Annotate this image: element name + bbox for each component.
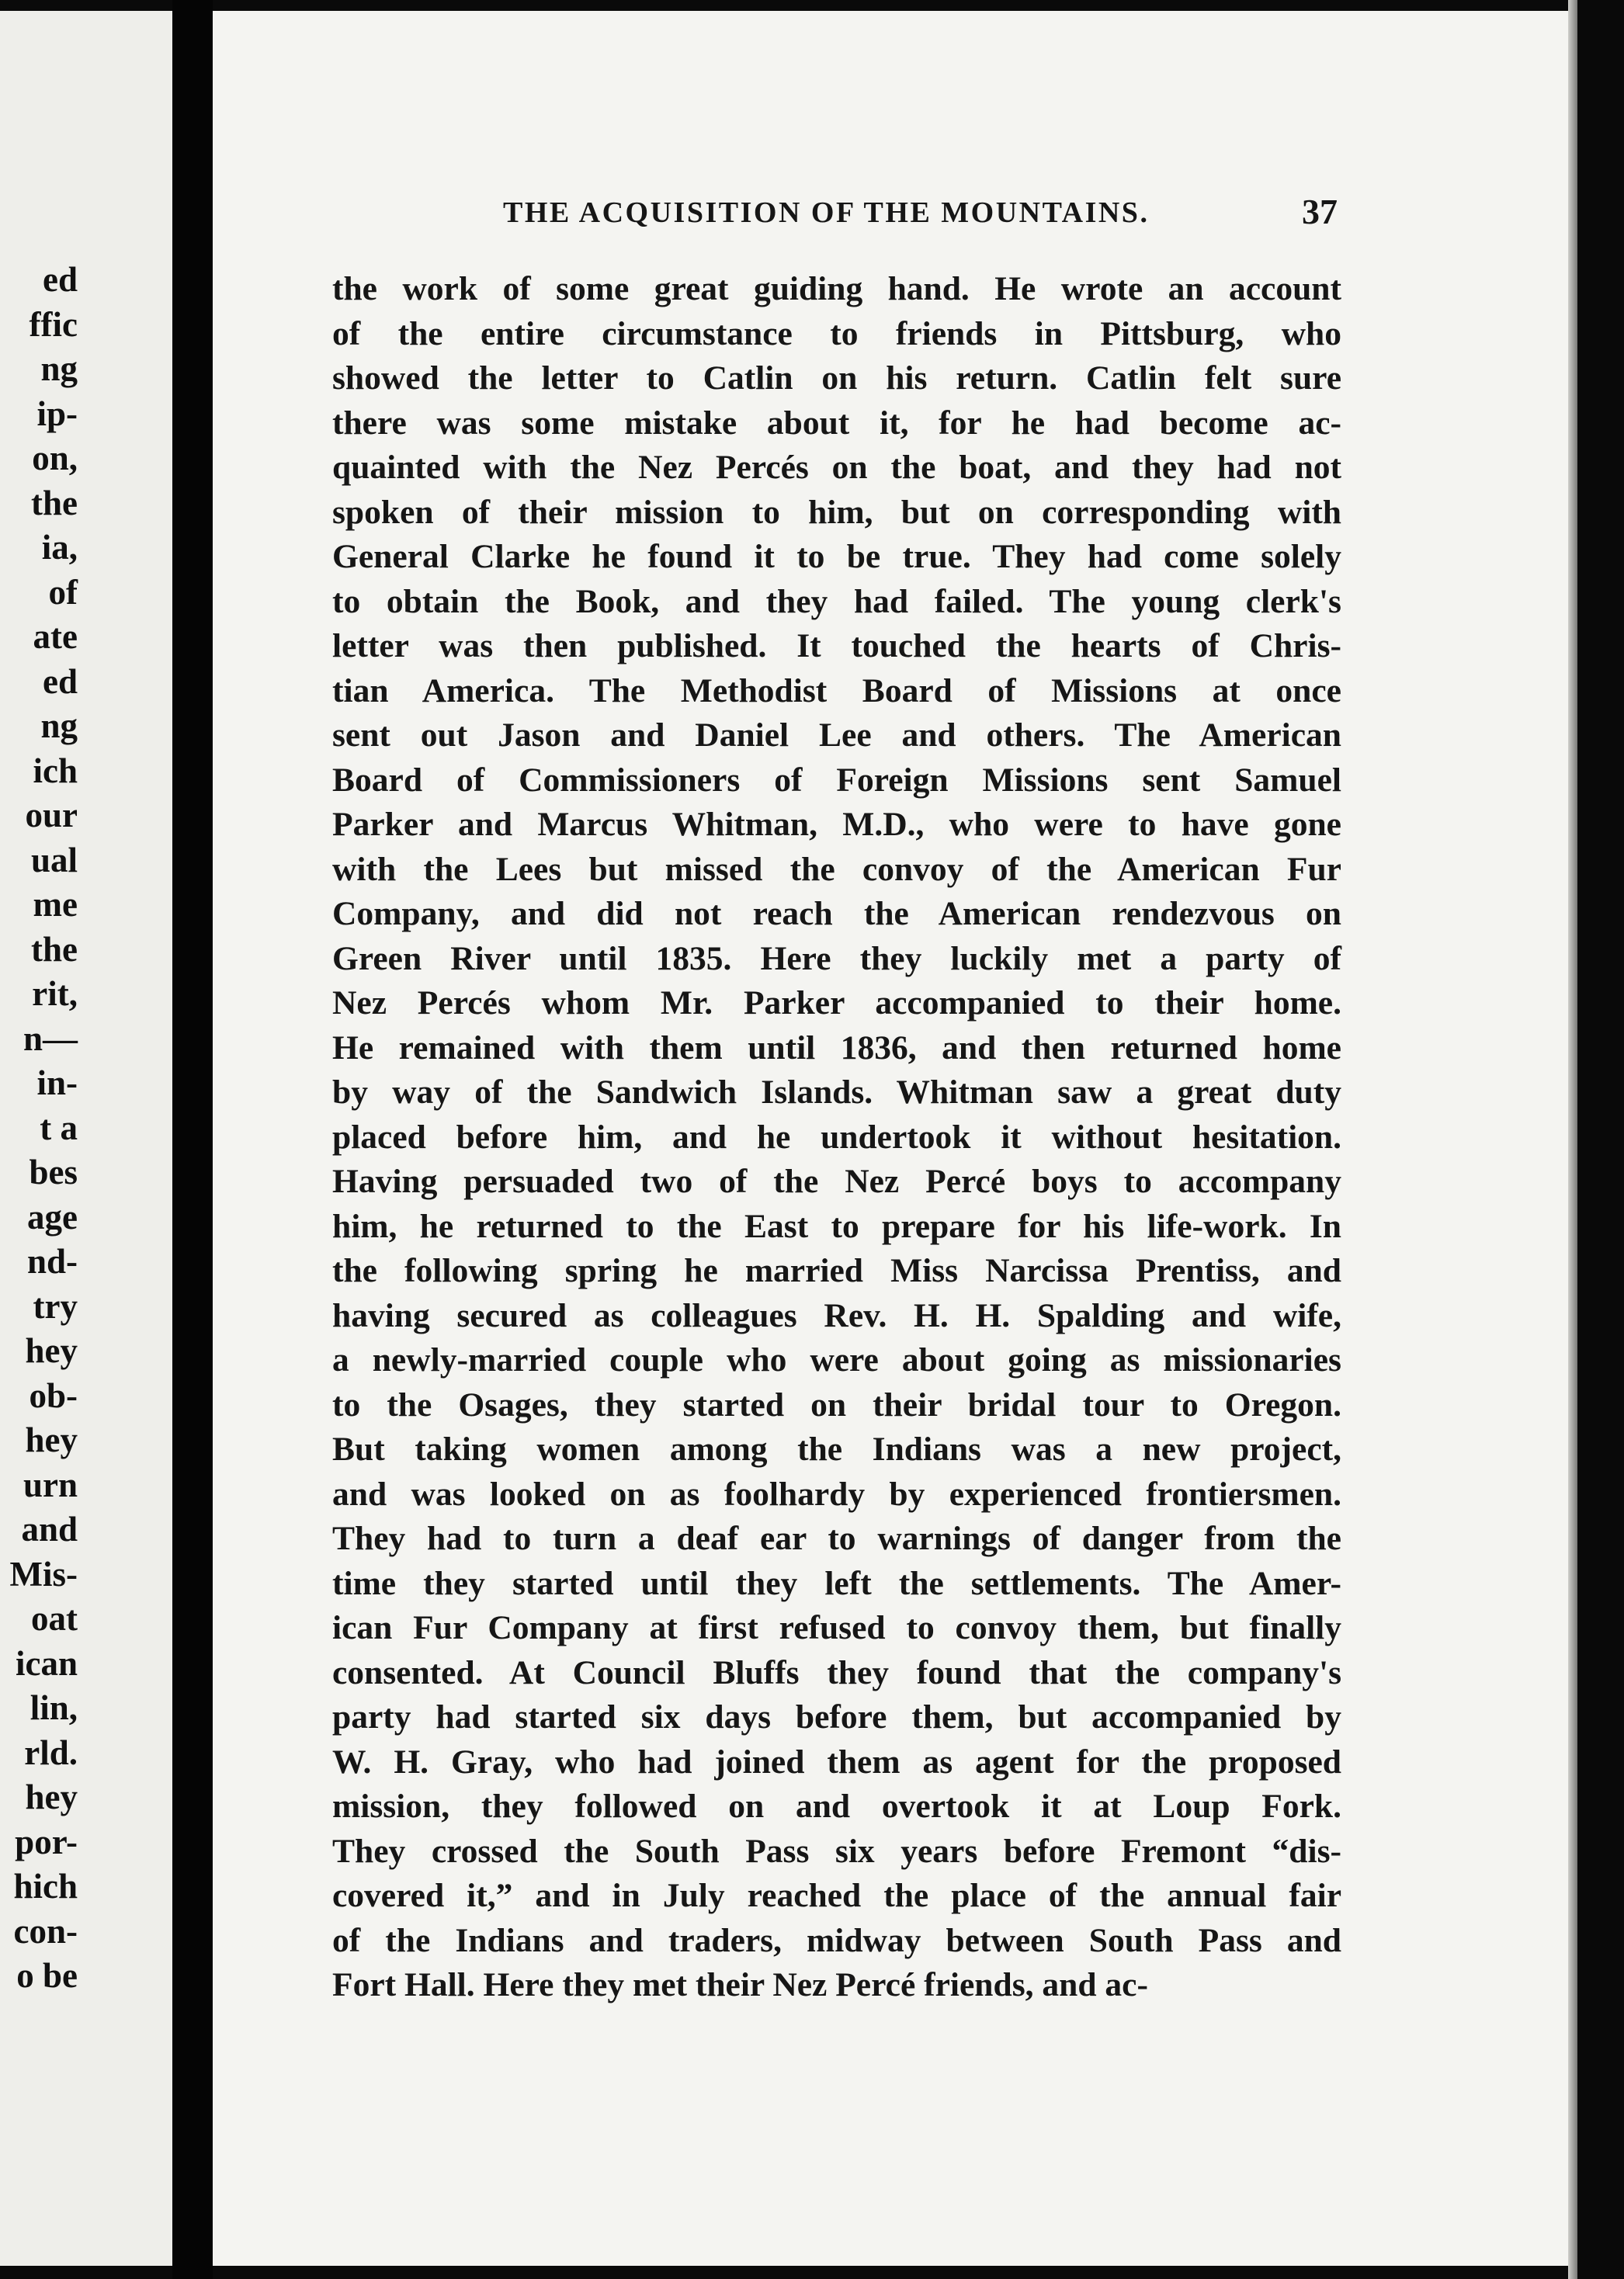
left-fragment-line: Mis- xyxy=(9,1554,78,1594)
text-line: having secured as colleagues Rev. H. H. Spalding and wife, xyxy=(332,1296,1341,1334)
left-fragment-line: o be xyxy=(16,1956,78,1995)
left-fragment-line: urn xyxy=(23,1465,78,1504)
scan-border xyxy=(1577,0,1624,2279)
left-fragment-line: rld. xyxy=(24,1733,78,1772)
text-line: tian America. The Methodist Board of Missions at once xyxy=(332,671,1341,709)
text-line: of the Indians and traders, midway between South Pass and xyxy=(332,1921,1341,1959)
left-fragment-line: ng xyxy=(40,349,78,388)
left-fragment-line: ob- xyxy=(29,1375,78,1415)
body-text xyxy=(332,267,1341,2008)
text-line: showed the letter to Catlin on his return. Catlin felt sure xyxy=(332,359,1341,397)
left-page-text-fragments xyxy=(0,258,78,1999)
text-line: covered it,” and in July reached the place of the annual fair xyxy=(332,1877,1341,1914)
text-line: Board of Commissioners of Foreign Missions sent Samuel xyxy=(332,761,1341,799)
left-fragment-line: bes xyxy=(29,1153,78,1192)
text-line: with the Lees but missed the convoy of the American Fur xyxy=(332,850,1341,888)
left-fragment-line: oat xyxy=(31,1599,78,1638)
left-fragment-line: try xyxy=(33,1286,78,1326)
left-fragment-line: con- xyxy=(13,1911,78,1951)
text-line: quainted with the Nez Percés on the boat, and they had not xyxy=(332,449,1341,486)
left-fragment-line: in- xyxy=(36,1063,78,1102)
text-line: a newly-married couple who were about going as missionaries xyxy=(332,1341,1341,1379)
page-edge xyxy=(1568,0,1577,2279)
text-line: placed before him, and he undertook it without hesitation. xyxy=(332,1118,1341,1156)
left-fragment-line: hey xyxy=(25,1778,78,1816)
left-fragment-line: ican xyxy=(15,1643,78,1683)
left-fragment-line: our xyxy=(25,796,78,834)
left-fragment-line: the xyxy=(31,929,78,969)
left-fragment-line: rit, xyxy=(32,974,78,1013)
text-line: spoken of their mission to him, but on corresponding with xyxy=(332,493,1341,531)
book-gutter xyxy=(172,0,213,2279)
text-line: They had to turn a deaf ear to warnings of danger from the xyxy=(332,1520,1341,1557)
text-line: to obtain the Book, and they had failed. The young clerk's xyxy=(332,582,1341,620)
text-line: Green River until 1835. Here they luckily met a party of xyxy=(332,939,1341,977)
text-line: there was some mistake about it, for he had become ac- xyxy=(332,404,1341,442)
left-page xyxy=(0,11,172,2266)
left-fragment-line: ual xyxy=(30,840,78,879)
text-line: mission, they followed on and overtook it at Loup Fork. xyxy=(332,1788,1341,1825)
text-line: Having persuaded two of the Nez Percé boys to accompany xyxy=(332,1163,1341,1200)
text-line: But taking women among the Indians was a new project, xyxy=(332,1431,1341,1468)
left-fragment-line: ed xyxy=(43,661,78,701)
text-line: Fort Hall. Here they met their Nez Percé friends, and ac- xyxy=(332,1966,1148,2003)
text-line: him, he returned to the East to prepare for his life-work. In xyxy=(332,1207,1341,1245)
text-line: by way of the Sandwich Islands. Whitman saw a great duty xyxy=(332,1074,1341,1111)
left-fragment-line: the xyxy=(31,483,78,522)
text-line: W. H. Gray, who had joined them as agent for the proposed xyxy=(332,1743,1341,1781)
text-line: letter was then published. It touched the hearts of Chris- xyxy=(332,627,1341,664)
text-line: consented. At Council Bluffs they found that the company's xyxy=(332,1653,1341,1691)
left-fragment-line: of xyxy=(48,572,78,612)
text-line: He remained with them until 1836, and then returned home xyxy=(332,1028,1341,1067)
text-line: Parker and Marcus Whitman, M.D., who were to have gone xyxy=(332,806,1341,843)
running-title: THE ACQUISITION OF THE MOUNTAINS. xyxy=(503,196,1150,229)
text-line: to the Osages, they started on their bridal tour to Oregon. xyxy=(332,1386,1341,1424)
left-fragment-line: por- xyxy=(15,1822,78,1861)
left-fragment-line: me xyxy=(33,885,78,924)
left-fragment-line: t a xyxy=(40,1108,78,1147)
left-fragment-line: ip- xyxy=(36,394,78,433)
page-number: 37 xyxy=(1302,192,1338,231)
left-fragment-line: ffic xyxy=(29,304,78,344)
text-line: ican Fur Company at first refused to convoy them, but finally xyxy=(332,1609,1341,1646)
left-fragment-line: ng xyxy=(40,706,78,745)
left-fragment-line: age xyxy=(27,1197,78,1237)
text-line: and was looked on as foolhardy by experienced frontiersmen. xyxy=(332,1475,1341,1513)
left-fragment-line: and xyxy=(21,1510,78,1549)
running-head xyxy=(293,192,1338,239)
text-line: time they started until they left the settlements. The Amer- xyxy=(332,1564,1341,1602)
text-line: Company, and did not reach the American rendezvous on xyxy=(332,895,1341,932)
left-fragment-line: hich xyxy=(13,1867,78,1906)
text-line: the work of some great guiding hand. He wrote an account xyxy=(332,270,1341,307)
left-fragment-line: ich xyxy=(33,751,78,790)
text-line: General Clarke he found it to be true. They had come solely xyxy=(332,538,1341,575)
text-line: sent out Jason and Daniel Lee and others. The American xyxy=(332,716,1341,754)
left-fragment-line: ia, xyxy=(41,528,78,567)
left-fragment-line: n— xyxy=(23,1018,78,1058)
left-fragment-line: hey xyxy=(25,1420,78,1459)
text-line: They crossed the South Pass six years before Fremont “dis- xyxy=(332,1832,1341,1870)
left-fragment-line: ate xyxy=(33,617,78,656)
left-fragment-line: hey xyxy=(25,1331,78,1370)
left-fragment-line: lin, xyxy=(29,1688,78,1727)
left-fragment-line: ed xyxy=(43,260,78,299)
left-fragment-line: on, xyxy=(32,439,78,477)
text-line: of the entire circumstance to friends in Pittsburg, who xyxy=(332,314,1341,352)
text-line: Nez Percés whom Mr. Parker accompanied to their home. xyxy=(332,984,1341,1022)
text-line: party had started six days before them, but accompanied by xyxy=(332,1698,1341,1736)
text-line: the following spring he married Miss Narcissa Prentiss, and xyxy=(332,1252,1341,1289)
left-fragment-line: nd- xyxy=(26,1242,78,1281)
